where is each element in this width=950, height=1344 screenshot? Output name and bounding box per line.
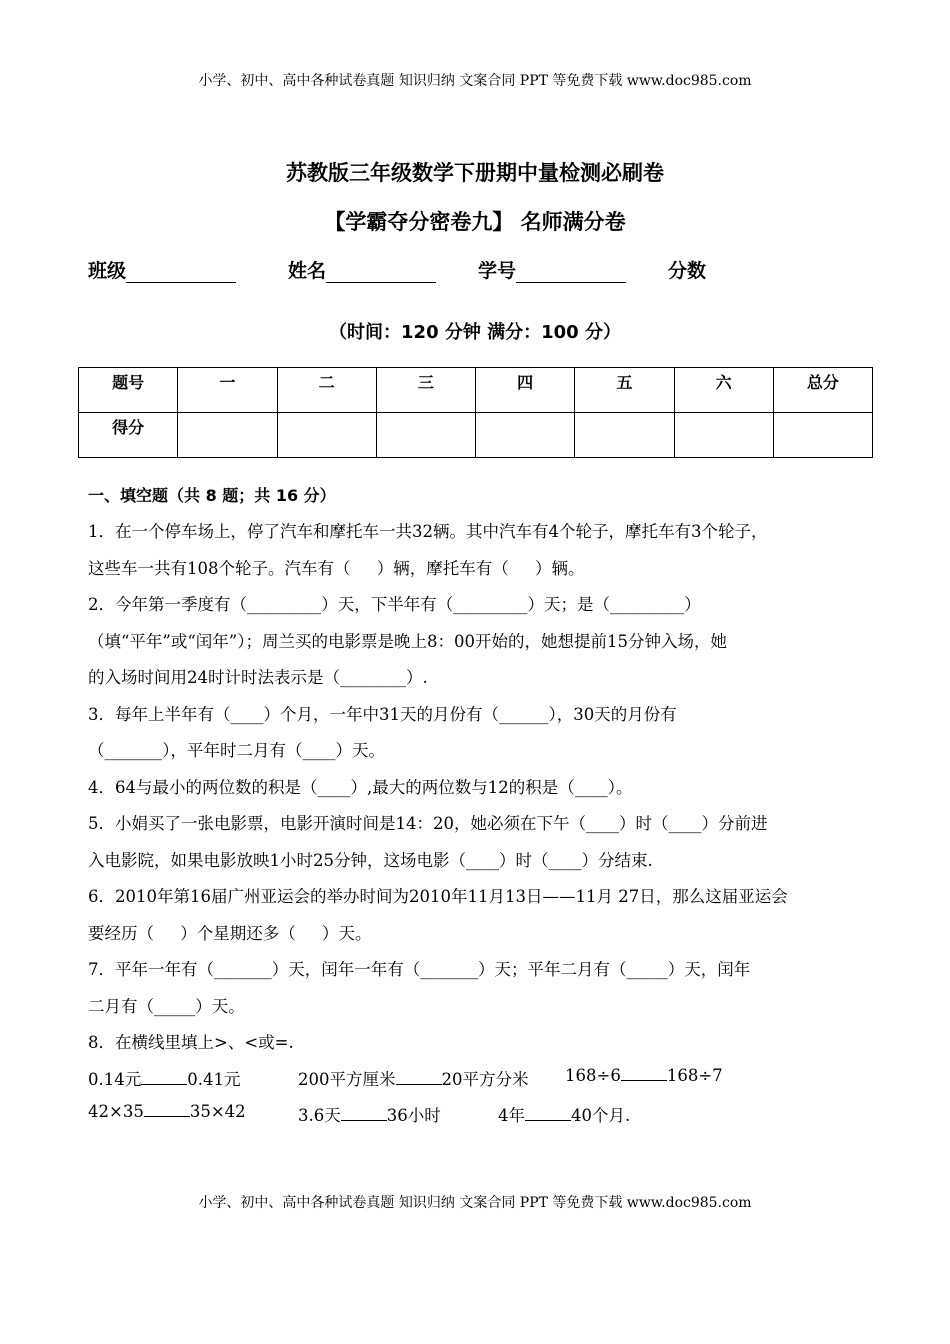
compare-right: 168÷7 <box>666 1066 723 1085</box>
class-label: 班级 <box>88 260 127 282</box>
compare-left: 42×35 <box>88 1102 144 1121</box>
answer-blank[interactable] <box>141 1070 187 1085</box>
compare-item <box>498 1102 630 1126</box>
question-line: 入电影院，如果电影放映1小时25分钟，这场电影（____）时（____）分结束. <box>88 851 653 870</box>
compare-right: 20平方分米 <box>441 1070 529 1089</box>
question-line: 2．今年第一季度有（_________）天，下半年有（_________）天；是（_________） <box>88 595 701 614</box>
exam-title: 苏教版三年级数学下册期中量检测必刷卷 <box>286 161 664 185</box>
page-header: 小学、初中、高中各种试卷真题 知识归纳 文案合同 PPT 等免费下载 www.doc985.com <box>198 73 752 89</box>
table-cell <box>277 413 376 458</box>
compare-right: 36小时 <box>386 1106 441 1125</box>
id-field <box>478 256 626 283</box>
question-line: 3．每年上半年有（____）个月，一年中31天的月份有（______），30天的月份有 <box>88 705 677 724</box>
answer-blank[interactable] <box>396 1070 442 1085</box>
table-cell: 得分 <box>79 413 178 458</box>
table-cell: 二 <box>277 368 376 413</box>
table-cell <box>575 413 674 458</box>
table-cell <box>773 413 872 458</box>
question-line: 要经历（ ）个星期还多（ ）天。 <box>88 924 372 943</box>
table-cell <box>674 413 773 458</box>
question-line: 8．在横线里填上>、<或=. <box>88 1033 294 1052</box>
answer-blank[interactable] <box>144 1102 190 1117</box>
name-blank <box>326 264 436 283</box>
score-field <box>668 256 706 283</box>
compare-left: 4年 <box>498 1106 525 1125</box>
compare-item <box>298 1102 441 1126</box>
table-cell: 四 <box>476 368 575 413</box>
class-field <box>88 256 236 283</box>
table-cell: 一 <box>178 368 277 413</box>
name-field <box>288 256 436 283</box>
question-line: 6．2010年第16届广州亚运会的举办时间为2010年11月13日——11月 27日，那么这届亚运会 <box>88 887 788 906</box>
question-line: 1．在一个停车场上，停了汽车和摩托车一共32辆。其中汽车有4个轮子，摩托车有3个轮子， <box>88 522 768 541</box>
compare-item <box>565 1066 723 1085</box>
question-line: 4．64与最小的两位数的积是（____）,最大的两位数与12的积是（____）。 <box>88 778 633 797</box>
time-info: （时间：120 分钟 满分：100 分） <box>329 322 621 343</box>
question-line: （_______），平年时二月有（____）天。 <box>88 741 385 760</box>
question-line: 二月有（_____）天。 <box>88 997 245 1016</box>
table-header-row <box>79 368 873 413</box>
question-line: 这些车一共有108个轮子。汽车有（ ）辆，摩托车有（ ）辆。 <box>88 559 585 578</box>
answer-blank[interactable] <box>621 1066 667 1081</box>
table-cell <box>178 413 277 458</box>
question-line: 7．平年一年有（_______）天，闰年一年有（_______）天；平年二月有（_____）天，闰年 <box>88 960 751 979</box>
id-label: 学号 <box>478 260 517 282</box>
class-blank <box>126 264 236 283</box>
table-cell <box>376 413 475 458</box>
name-label: 姓名 <box>288 260 327 282</box>
compare-right: 35×42 <box>189 1102 246 1121</box>
table-cell <box>476 413 575 458</box>
compare-right: 0.41元 <box>187 1070 241 1089</box>
table-cell: 总分 <box>773 368 872 413</box>
question-line: （填“平年”或“闰年”）；周兰买的电影票是晚上8：00开始的，她想提前15分钟入场，她 <box>88 632 727 651</box>
id-blank <box>516 264 626 283</box>
table-cell: 五 <box>575 368 674 413</box>
question-line: 5．小娟买了一张电影票，电影开演时间是14：20，她必须在下午（____）时（____）分前进 <box>88 814 768 833</box>
exam-subtitle: 【学霸夺分密卷九】 名师满分卷 <box>324 210 626 234</box>
table-cell: 题号 <box>79 368 178 413</box>
page-footer: 小学、初中、高中各种试卷真题 知识归纳 文案合同 PPT 等免费下载 www.doc985.com <box>198 1195 752 1211</box>
table-row <box>79 413 873 458</box>
compare-left: 3.6天 <box>298 1106 341 1125</box>
compare-left: 168÷6 <box>565 1066 621 1085</box>
compare-item <box>88 1066 241 1090</box>
table-cell: 六 <box>674 368 773 413</box>
compare-item <box>88 1102 246 1121</box>
answer-blank[interactable] <box>341 1106 387 1121</box>
compare-left: 0.14元 <box>88 1070 142 1089</box>
score-table <box>78 367 873 458</box>
compare-right: 40个月. <box>571 1106 631 1125</box>
score-label: 分数 <box>668 260 707 282</box>
section-heading: 一、填空题（共 8 题；共 16 分） <box>88 486 336 505</box>
answer-blank[interactable] <box>525 1106 571 1121</box>
compare-left: 200平方厘米 <box>298 1070 396 1089</box>
compare-item <box>298 1066 529 1090</box>
table-cell: 三 <box>376 368 475 413</box>
question-line: 的入场时间用24时计时法表示是（________）. <box>88 668 428 687</box>
